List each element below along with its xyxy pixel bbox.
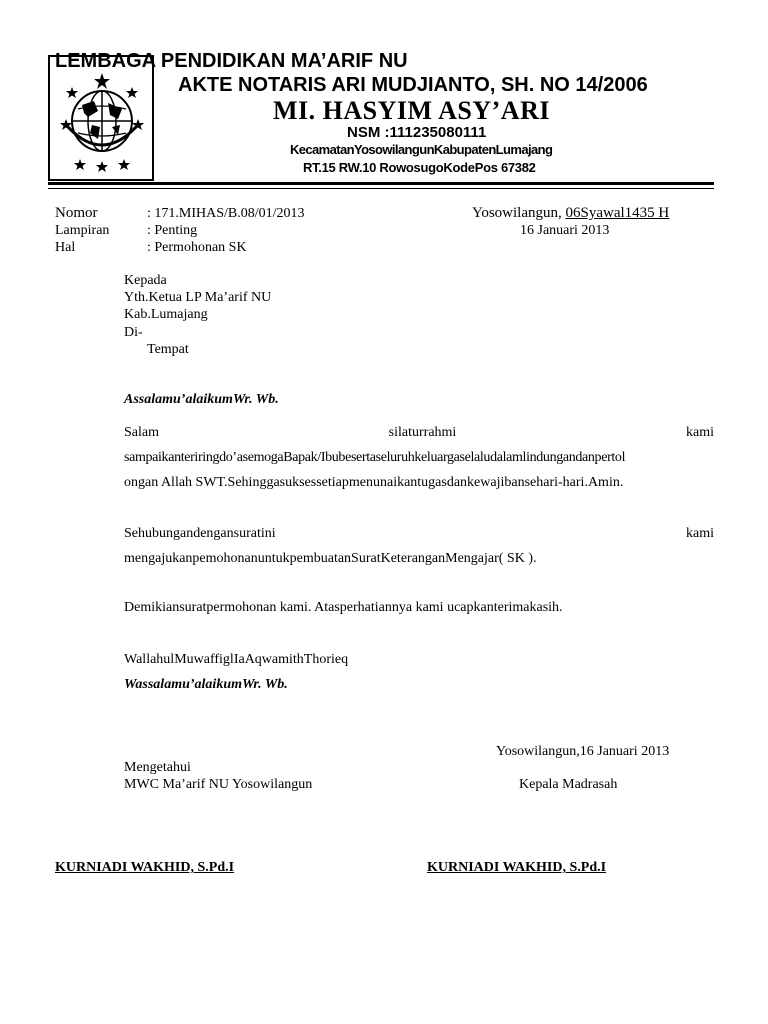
opening-greeting: Assalamu’alaikumWr. Wb. bbox=[124, 392, 279, 407]
closing-prayer: WallahulMuwaffiglIaAqwamithThorieq bbox=[124, 652, 349, 667]
logo-frame bbox=[48, 55, 154, 181]
address-line: RT.15 RW.10 RowosugoKodePos 67382 bbox=[303, 160, 536, 175]
left-signatory-title: MWC Ma’arif NU Yosowilangun bbox=[124, 777, 313, 792]
p1-word3: kami bbox=[686, 425, 714, 440]
nsm-number: NSM :111235080111 bbox=[347, 124, 487, 141]
p2-word1: Sehubungandengansuratini bbox=[124, 526, 276, 541]
org-name: LEMBAGA PENDIDIKAN MA’ARIF NU bbox=[55, 50, 408, 72]
place-label: Yosowilangun, bbox=[472, 205, 566, 221]
letter-date-hijri bbox=[472, 205, 669, 222]
school-name: MI. HASYIM ASY’ARI bbox=[273, 96, 550, 125]
recipient-di: Di- bbox=[124, 325, 143, 340]
hijri-date: 06Syawal1435 H bbox=[565, 205, 670, 221]
paragraph1-line3: ongan Allah SWT.Sehinggasuksessetiapmenunaikantugasdankewajibansehari-hari.Amin. bbox=[124, 475, 624, 490]
nomor-value: : 171.MIHAS/B.08/01/2013 bbox=[147, 206, 305, 221]
header-rule-thin bbox=[48, 188, 714, 189]
hal-label: Hal bbox=[55, 240, 76, 255]
right-signatory-name: KURNIADI WAKHID, S.Pd.I bbox=[427, 860, 607, 875]
recipient-city: Kab.Lumajang bbox=[124, 307, 208, 322]
header-rule-thick bbox=[48, 182, 714, 185]
paragraph1-line1 bbox=[124, 425, 714, 441]
paragraph2-line2: mengajukanpemohonanuntukpembuatanSuratKeteranganMengajar( SK ). bbox=[124, 551, 537, 566]
mengetahui-label: Mengetahui bbox=[124, 760, 191, 775]
recipient-name: Yth.Ketua LP Ma’arif NU bbox=[124, 290, 272, 305]
notary-line: AKTE NOTARIS ARI MUDJIANTO, SH. NO 14/2006 bbox=[178, 74, 648, 96]
right-signatory-title: Kepala Madrasah bbox=[519, 777, 618, 792]
paragraph1-line2: sampaikanteriringdo’asemogaBapak/Ibubesertaseluruhkeluargaselaludalamlindungandanpertol bbox=[124, 450, 626, 465]
nu-globe-logo-icon bbox=[58, 67, 146, 175]
left-signatory-name: KURNIADI WAKHID, S.Pd.I bbox=[55, 860, 235, 875]
lampiran-label: Lampiran bbox=[55, 223, 110, 238]
recipient-tempat: Tempat bbox=[147, 342, 189, 357]
hal-value: : Permohonan SK bbox=[147, 240, 247, 255]
lampiran-value: : Penting bbox=[147, 223, 198, 238]
p1-word1: Salam bbox=[124, 425, 159, 440]
closing-greeting: Wassalamu’alaikumWr. Wb. bbox=[124, 677, 288, 692]
paragraph2-line1 bbox=[124, 526, 714, 542]
signature-place-date: Yosowilangun,16 Januari 2013 bbox=[496, 744, 670, 759]
paragraph3: Demikiansuratpermohonan kami. Atasperhatiannya kami ucapkanterimakasih. bbox=[124, 600, 563, 615]
nomor-label: Nomor bbox=[55, 205, 98, 221]
p2-word2: kami bbox=[686, 526, 714, 541]
district-line: KecamatanYosowilangunKabupatenLumajang bbox=[290, 142, 553, 157]
p1-word2: silaturrahmi bbox=[388, 425, 457, 440]
gregorian-date: 16 Januari 2013 bbox=[520, 223, 610, 238]
recipient-kepada: Kepada bbox=[124, 273, 167, 288]
